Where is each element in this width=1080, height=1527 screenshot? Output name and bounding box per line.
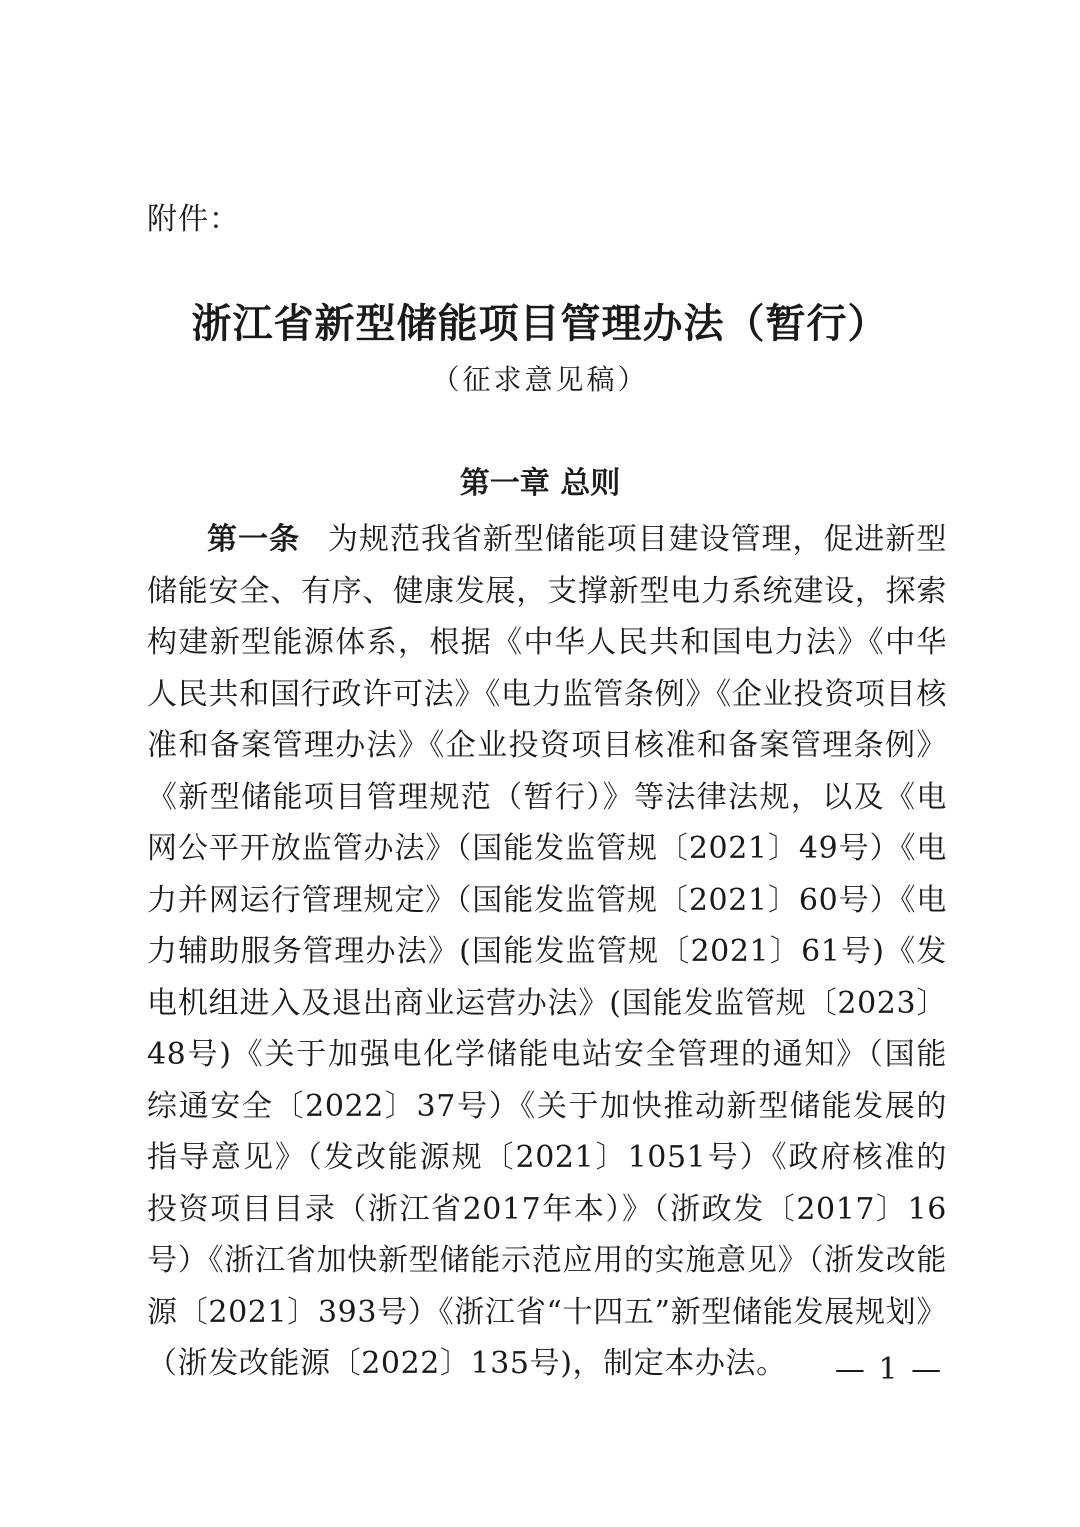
article-1-label: 第一条 (207, 522, 300, 557)
article-1-text: 为规范我省新型储能项目建设管理，促进新型储能安全、有序、健康发展，支撑新型电力系统建设，探索构建新型能源体系，根据《中华人民共和国电力法》《中华人民共和国行政许可法》《电力监管条例》《企业投资项目核准和备案管理办法》《企业投资项目核准和备案管理条例》《新型储能项目管理规范（暂行）》等法律法规，以及《电网公平开放监管办法》（国能发监管规〔2021〕49号）《电力并网运行管理规定》（国能发监管规〔2021〕60号）《电力辅助服务管理办法》(国能发监管规〔2021〕61号)《发电机组进入及退出商业运营办法》(国能发监管规〔2023〕48号)《关于加强电化学储能电站安全管理的通知》（国能综通安全〔2022〕37号）《关于加快推动新型储能发展的指导意见》（发改能源规〔2021〕1051号）《政府核准的投资项目目录（浙江省2017年本）》（浙政发〔2017〕16号）《浙江省加快新型储能示范应用的实施意见》（浙发改能源〔2021〕393号）《浙江省“十四五”新型储能发展规划》（浙发改能源〔2022〕135号)，制定本办法。 (147, 522, 947, 1381)
page-number: — 1 — (834, 1352, 944, 1387)
document-title: 浙江省新型储能项目管理办法（暂行） (191, 301, 889, 347)
attachment-label: 附件： (147, 202, 240, 237)
article-1 (147, 514, 947, 1390)
document-subtitle: （征求意见稿） (431, 363, 649, 396)
chapter-heading: 第一章 总则 (459, 466, 621, 501)
